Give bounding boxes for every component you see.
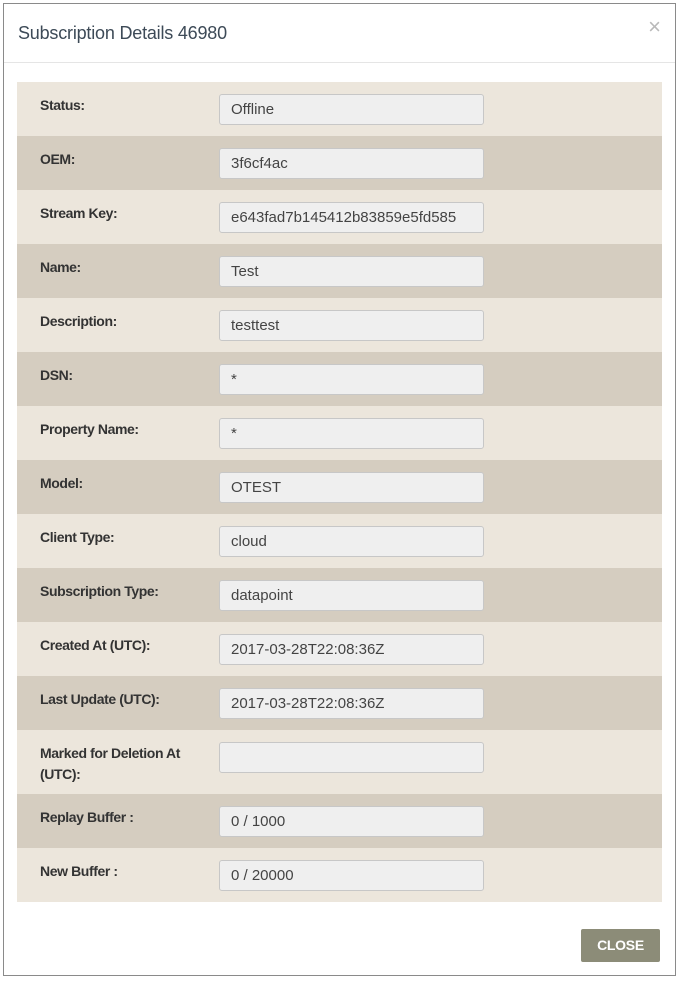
- oem-field[interactable]: 3f6cf4ac: [219, 148, 484, 179]
- dsn-label: DSN:: [40, 367, 73, 383]
- close-icon[interactable]: ×: [648, 14, 661, 39]
- new-buffer-label: New Buffer :: [40, 863, 118, 879]
- model-label: Model:: [40, 475, 83, 491]
- detail-row-description: [17, 298, 662, 352]
- detail-row-new-buffer: [17, 848, 662, 902]
- detail-row-name: [17, 244, 662, 298]
- stream-key-field[interactable]: e643fad7b145412b83859e5fd585: [219, 202, 484, 233]
- subscription-type-field[interactable]: datapoint: [219, 580, 484, 611]
- modal-header: [4, 4, 675, 63]
- detail-row-subscription-type: [17, 568, 662, 622]
- created-at-label: Created At (UTC):: [40, 637, 151, 653]
- new-buffer-field[interactable]: 0 / 20000: [219, 860, 484, 891]
- last-update-field[interactable]: 2017-03-28T22:08:36Z: [219, 688, 484, 719]
- last-update-label: Last Update (UTC):: [40, 691, 160, 707]
- detail-row-created-at: [17, 622, 662, 676]
- subscription-type-label: Subscription Type:: [40, 583, 159, 599]
- name-label: Name:: [40, 259, 81, 275]
- detail-row-dsn: [17, 352, 662, 406]
- detail-row-replay-buffer: [17, 794, 662, 848]
- subscription-details-modal: [3, 3, 676, 976]
- description-label: Description:: [40, 313, 117, 329]
- detail-row-stream-key: [17, 190, 662, 244]
- details-table: [17, 82, 662, 902]
- property-name-label: Property Name:: [40, 421, 139, 437]
- detail-row-last-update: [17, 676, 662, 730]
- created-at-field[interactable]: 2017-03-28T22:08:36Z: [219, 634, 484, 665]
- status-label: Status:: [40, 97, 85, 113]
- description-field[interactable]: testtest: [219, 310, 484, 341]
- oem-label: OEM:: [40, 151, 75, 167]
- modal-title: Subscription Details 46980: [18, 23, 227, 43]
- marked-for-deletion-label: Marked for Deletion At (UTC):: [40, 745, 181, 782]
- detail-row-property-name: [17, 406, 662, 460]
- detail-row-client-type: [17, 514, 662, 568]
- property-name-field[interactable]: *: [219, 418, 484, 449]
- replay-buffer-field[interactable]: 0 / 1000: [219, 806, 484, 837]
- detail-row-marked-for-deletion: [17, 730, 662, 794]
- stream-key-label: Stream Key:: [40, 205, 118, 221]
- detail-row-oem: [17, 136, 662, 190]
- model-field[interactable]: OTEST: [219, 472, 484, 503]
- client-type-label: Client Type:: [40, 529, 115, 545]
- dsn-field[interactable]: *: [219, 364, 484, 395]
- client-type-field[interactable]: cloud: [219, 526, 484, 557]
- name-field[interactable]: Test: [219, 256, 484, 287]
- marked-for-deletion-field[interactable]: [219, 742, 484, 773]
- detail-row-status: [17, 82, 662, 136]
- status-field[interactable]: Offline: [219, 94, 484, 125]
- detail-row-model: [17, 460, 662, 514]
- replay-buffer-label: Replay Buffer :: [40, 809, 134, 825]
- close-button[interactable]: CLOSE: [581, 929, 660, 962]
